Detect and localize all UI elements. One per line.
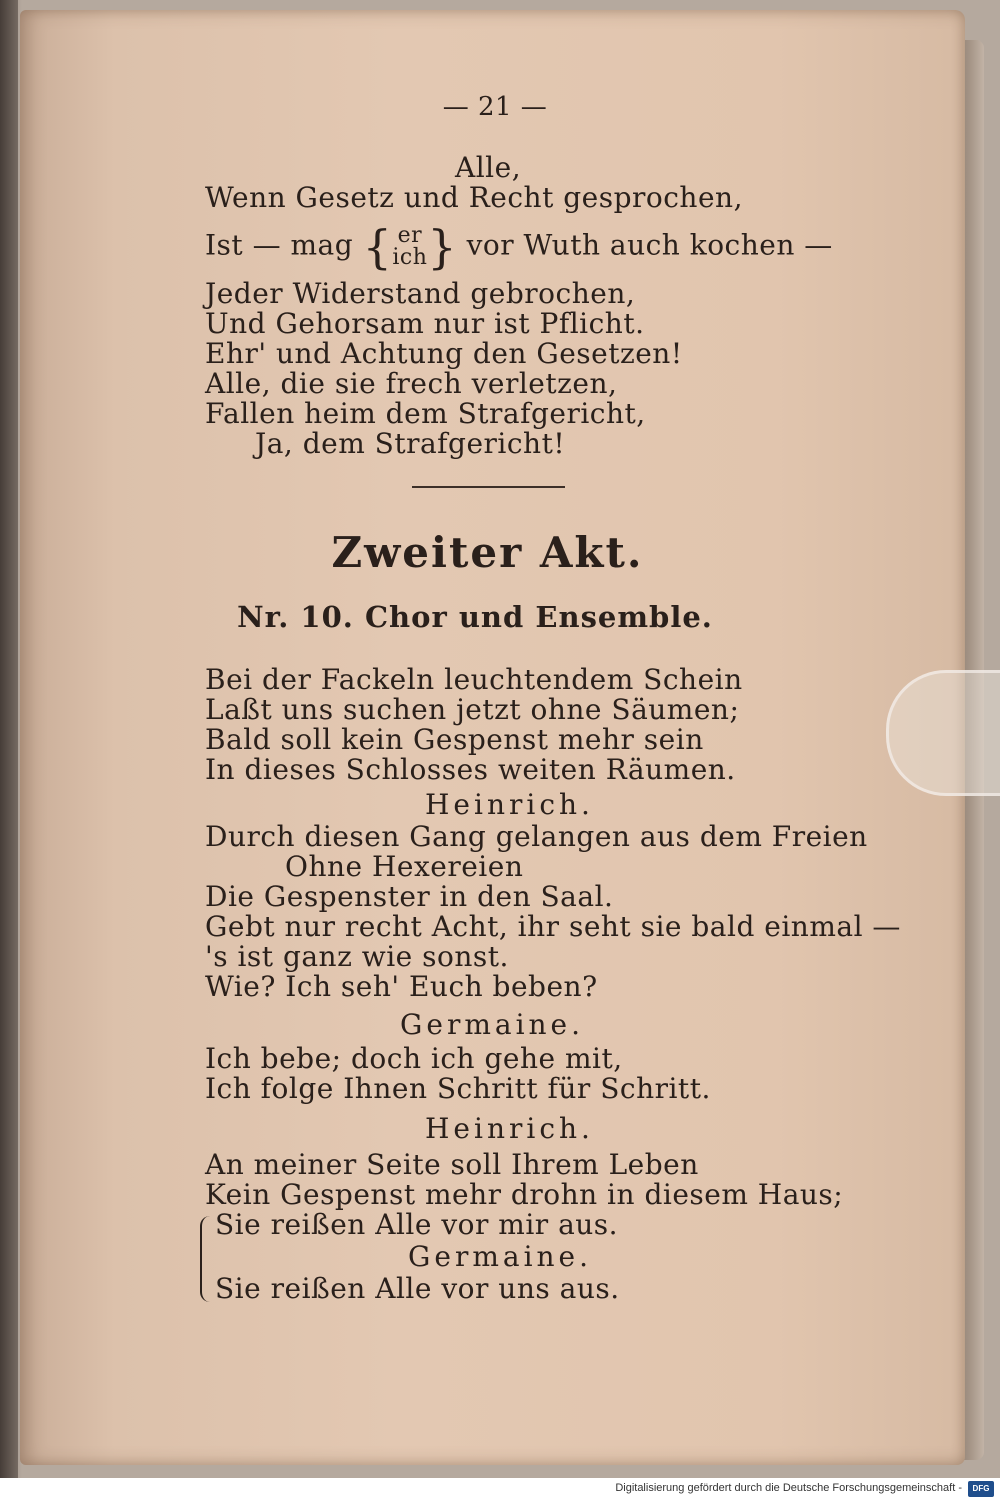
section-divider [412,486,565,488]
heinrich-line: Durch diesen Gang gelangen aus dem Freien [205,820,868,853]
verse-line: Jeder Widerstand gebrochen, [205,277,636,310]
heinrich-line: Gebt nur recht Acht, ihr seht sie bald einmal — [205,910,901,943]
brace-close: } [427,220,458,274]
heinrich-line: Wie? Ich seh' Euch beben? [205,970,598,1003]
germaine-line: Ich folge Ihnen Schritt für Schritt. [205,1072,711,1105]
page-number: — 21 — [442,92,548,122]
chorus-line: Bald soll kein Gespenst mehr sein [205,723,704,756]
act-title: Zweiter Akt. [331,528,644,577]
verse-line: Fallen heim dem Strafgericht, [205,397,646,430]
chorus-line: In dieses Schlosses weiten Räumen. [205,753,736,786]
verse-line: Wenn Gesetz und Recht gesprochen, [205,181,743,214]
heinrich-line: Die Gespenster in den Saal. [205,880,614,913]
footer-credit: Digitalisierung gefördert durch die Deutsche Forschungsgemeinschaft - [615,1482,962,1494]
germaine-line: Ich bebe; doch ich gehe mit, [205,1042,623,1075]
heinrich-line: 's ist ganz wie sonst. [205,940,509,973]
verse-line: Alle, die sie frech verletzen, [205,367,618,400]
book-spine [0,0,18,1478]
heinrich-line: Sie reißen Alle vor mir aus. [215,1208,619,1241]
verse-line-brace-post: vor Wuth auch kochen — [466,228,833,262]
number-title: Nr. 10. Chor und Ensemble. [237,600,713,634]
chorus-line: Laßt uns suchen jetzt ohne Säumen; [205,693,740,726]
speaker-heinrich: Heinrich. [425,788,594,821]
duet-bracket [200,1216,212,1302]
verse-line-brace-pre: Ist — mag [205,228,354,262]
heinrich-line: Kein Gespenst mehr drohn in diesem Haus; [205,1178,844,1211]
brace-options [392,225,427,269]
verse-line: Ja, dem Strafgericht! [255,427,566,460]
speaker-alle: Alle, [455,151,522,184]
verse-line-brace [205,220,833,274]
germaine-line: Sie reißen Alle vor uns aus. [215,1272,620,1305]
dfg-logo: DFG [968,1481,994,1497]
brace-open: { [362,220,393,274]
verse-line: Und Gehorsam nur ist Pflicht. [205,307,645,340]
speaker-germaine: Germaine. [400,1008,585,1041]
paper-clip [886,670,1000,796]
speaker-germaine: Germaine. [408,1240,593,1273]
chorus-line: Bei der Fackeln leuchtendem Schein [205,663,743,696]
brace-option-ich: ich [392,245,428,270]
heinrich-line: An meiner Seite soll Ihrem Leben [205,1148,699,1181]
verse-line: Ehr' und Achtung den Gesetzen! [205,337,683,370]
heinrich-line: Ohne Hexereien [285,850,524,883]
brace-option-er: er [397,223,423,248]
speaker-heinrich: Heinrich. [425,1112,594,1145]
